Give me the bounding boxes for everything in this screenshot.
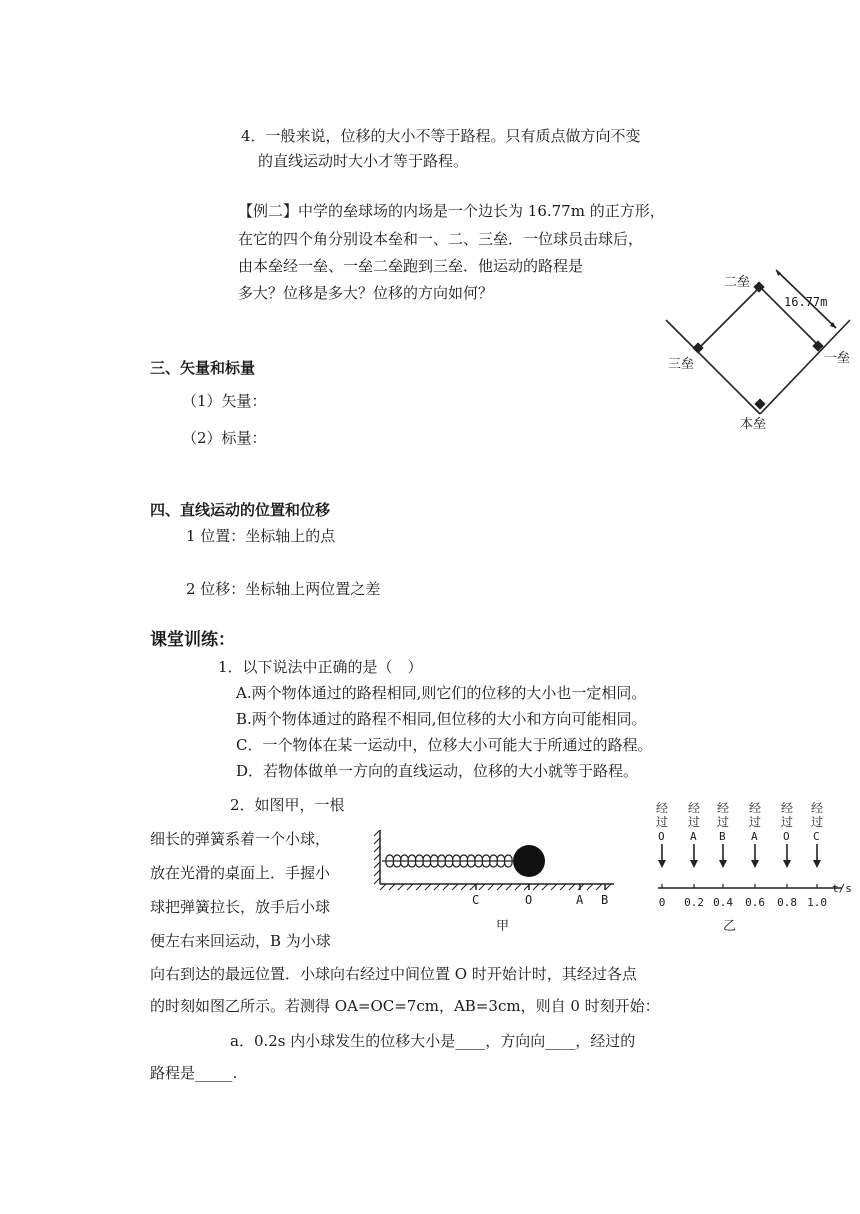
pass-label-2: 过 [781,815,794,829]
example2-line3: 由本垒经一垒、一垒二垒跑到三垒．他运动的路程是 [238,257,584,275]
arrow-head [690,860,698,868]
q2-sub-a-line2: 路程是_____. [150,1064,238,1082]
pass-label-1: 经 [688,801,701,815]
p4-line2: 的直线运动时大小才等于路程。 [258,152,469,170]
pass-label-2: 过 [811,815,824,829]
point-label: B [719,830,726,843]
pass-label-1: 经 [717,801,730,815]
arrow-head [719,860,727,868]
practice-title: 课堂训练： [150,630,235,650]
figure-yi-caption: 乙 [723,919,737,934]
figure-jia-spring [374,826,618,938]
q2-line6: 向右到达的最远位置．小球向右经过中间位置 O 时开始计时，其经过各点 [150,965,637,983]
pass-label-1: 经 [749,801,762,815]
label-home-plate: 本垒 [740,417,767,432]
label-B: B [601,893,609,907]
point-label: A [751,830,758,843]
arrow-head [751,860,759,868]
label-A: A [576,893,584,907]
label-side-length: 16.77m [784,295,828,309]
point-label: C [813,830,820,843]
label-third-base: 三垒 [668,357,695,372]
tick-label: 0.2 [684,896,704,909]
pass-label-2: 过 [717,815,730,829]
q1-stem: 1．以下说法中正确的是（ ） [218,658,423,676]
figure-yi-timeline [642,800,856,936]
label-O: O [525,893,533,907]
point-label: A [690,830,697,843]
q2-sub-a-line1: a．0.2s 内小球发生的位移大小是____，方向向____，经过的 [230,1032,636,1050]
point-label: O [783,830,790,843]
arrow-head [658,860,666,868]
baseball-diamond-figure [660,262,856,434]
tick-label: 0.8 [777,896,797,909]
p4-line1: 4．一般来说，位移的大小不等于路程。只有质点做方向不变 [241,127,641,145]
q1-option-d: D．若物体做单一方向的直线运动，位移的大小就等于路程。 [236,762,639,780]
q1-option-a: A.两个物体通过的路程相同,则它们的位移的大小也一定相同。 [236,684,647,702]
pass-label-2: 过 [688,815,701,829]
pass-label-2: 过 [749,815,762,829]
q1-option-b: B.两个物体通过的路程不相同,但位移的大小和方向可能相同。 [236,710,647,728]
ball [513,845,545,877]
section3-item1: （1）矢量： [182,392,267,410]
pass-label-2: 过 [656,815,669,829]
point-label: O [658,830,665,843]
q2-line1: 2．如图甲，一根 [230,796,345,814]
example2-line2: 在它的四个角分别设本垒和一、二、三垒．一位球员击球后， [238,230,644,248]
section4-item2: 2 位移：坐标轴上两位置之差 [186,580,381,598]
section4-title: 四、直线运动的位置和位移 [150,501,331,519]
figure-jia-caption: 甲 [496,919,510,934]
q2-line4: 球把弹簧拉长，放手后小球 [150,898,331,916]
label-first-base: 一垒 [824,351,851,366]
home-plate-marker [754,398,765,409]
tick-label: 0.4 [713,896,733,909]
q1-option-c: C．一个物体在某一运动中，位移大小可能大于所通过的路程。 [236,736,653,754]
axis-label: t/s [832,882,852,895]
q2-line3: 放在光滑的桌面上．手握小 [150,864,331,882]
section3-title: 三、矢量和标量 [150,359,256,377]
q2-line2: 细长的弹簧系着一个小球， [150,830,331,848]
pass-label-1: 经 [781,801,794,815]
pass-label-1: 经 [811,801,824,815]
q2-line7: 的时刻如图乙所示。若测得 OA=OC=7cm，AB=3cm，则自 0 时刻开始： [150,997,660,1015]
tick-label: 0 [658,896,666,909]
q2-line5: 便左右来回运动，B 为小球 [150,932,331,950]
tick-label: 1.0 [807,896,827,909]
section3-item2: （2）标量： [182,429,267,447]
arrow-head [783,860,791,868]
pass-label-1: 经 [656,801,669,815]
section4-item1: 1 位置：坐标轴上的点 [186,527,336,545]
label-second-base: 二垒 [724,275,751,290]
example2-line1: 【例二】中学的垒球场的内场是一个边长为 16.77m 的正方形， [238,202,665,220]
label-C: C [472,893,480,907]
arrow-head [813,860,821,868]
example2-line4: 多大？位移是多大？位移的方向如何？ [238,284,494,302]
tick-label: 0.6 [745,896,765,909]
